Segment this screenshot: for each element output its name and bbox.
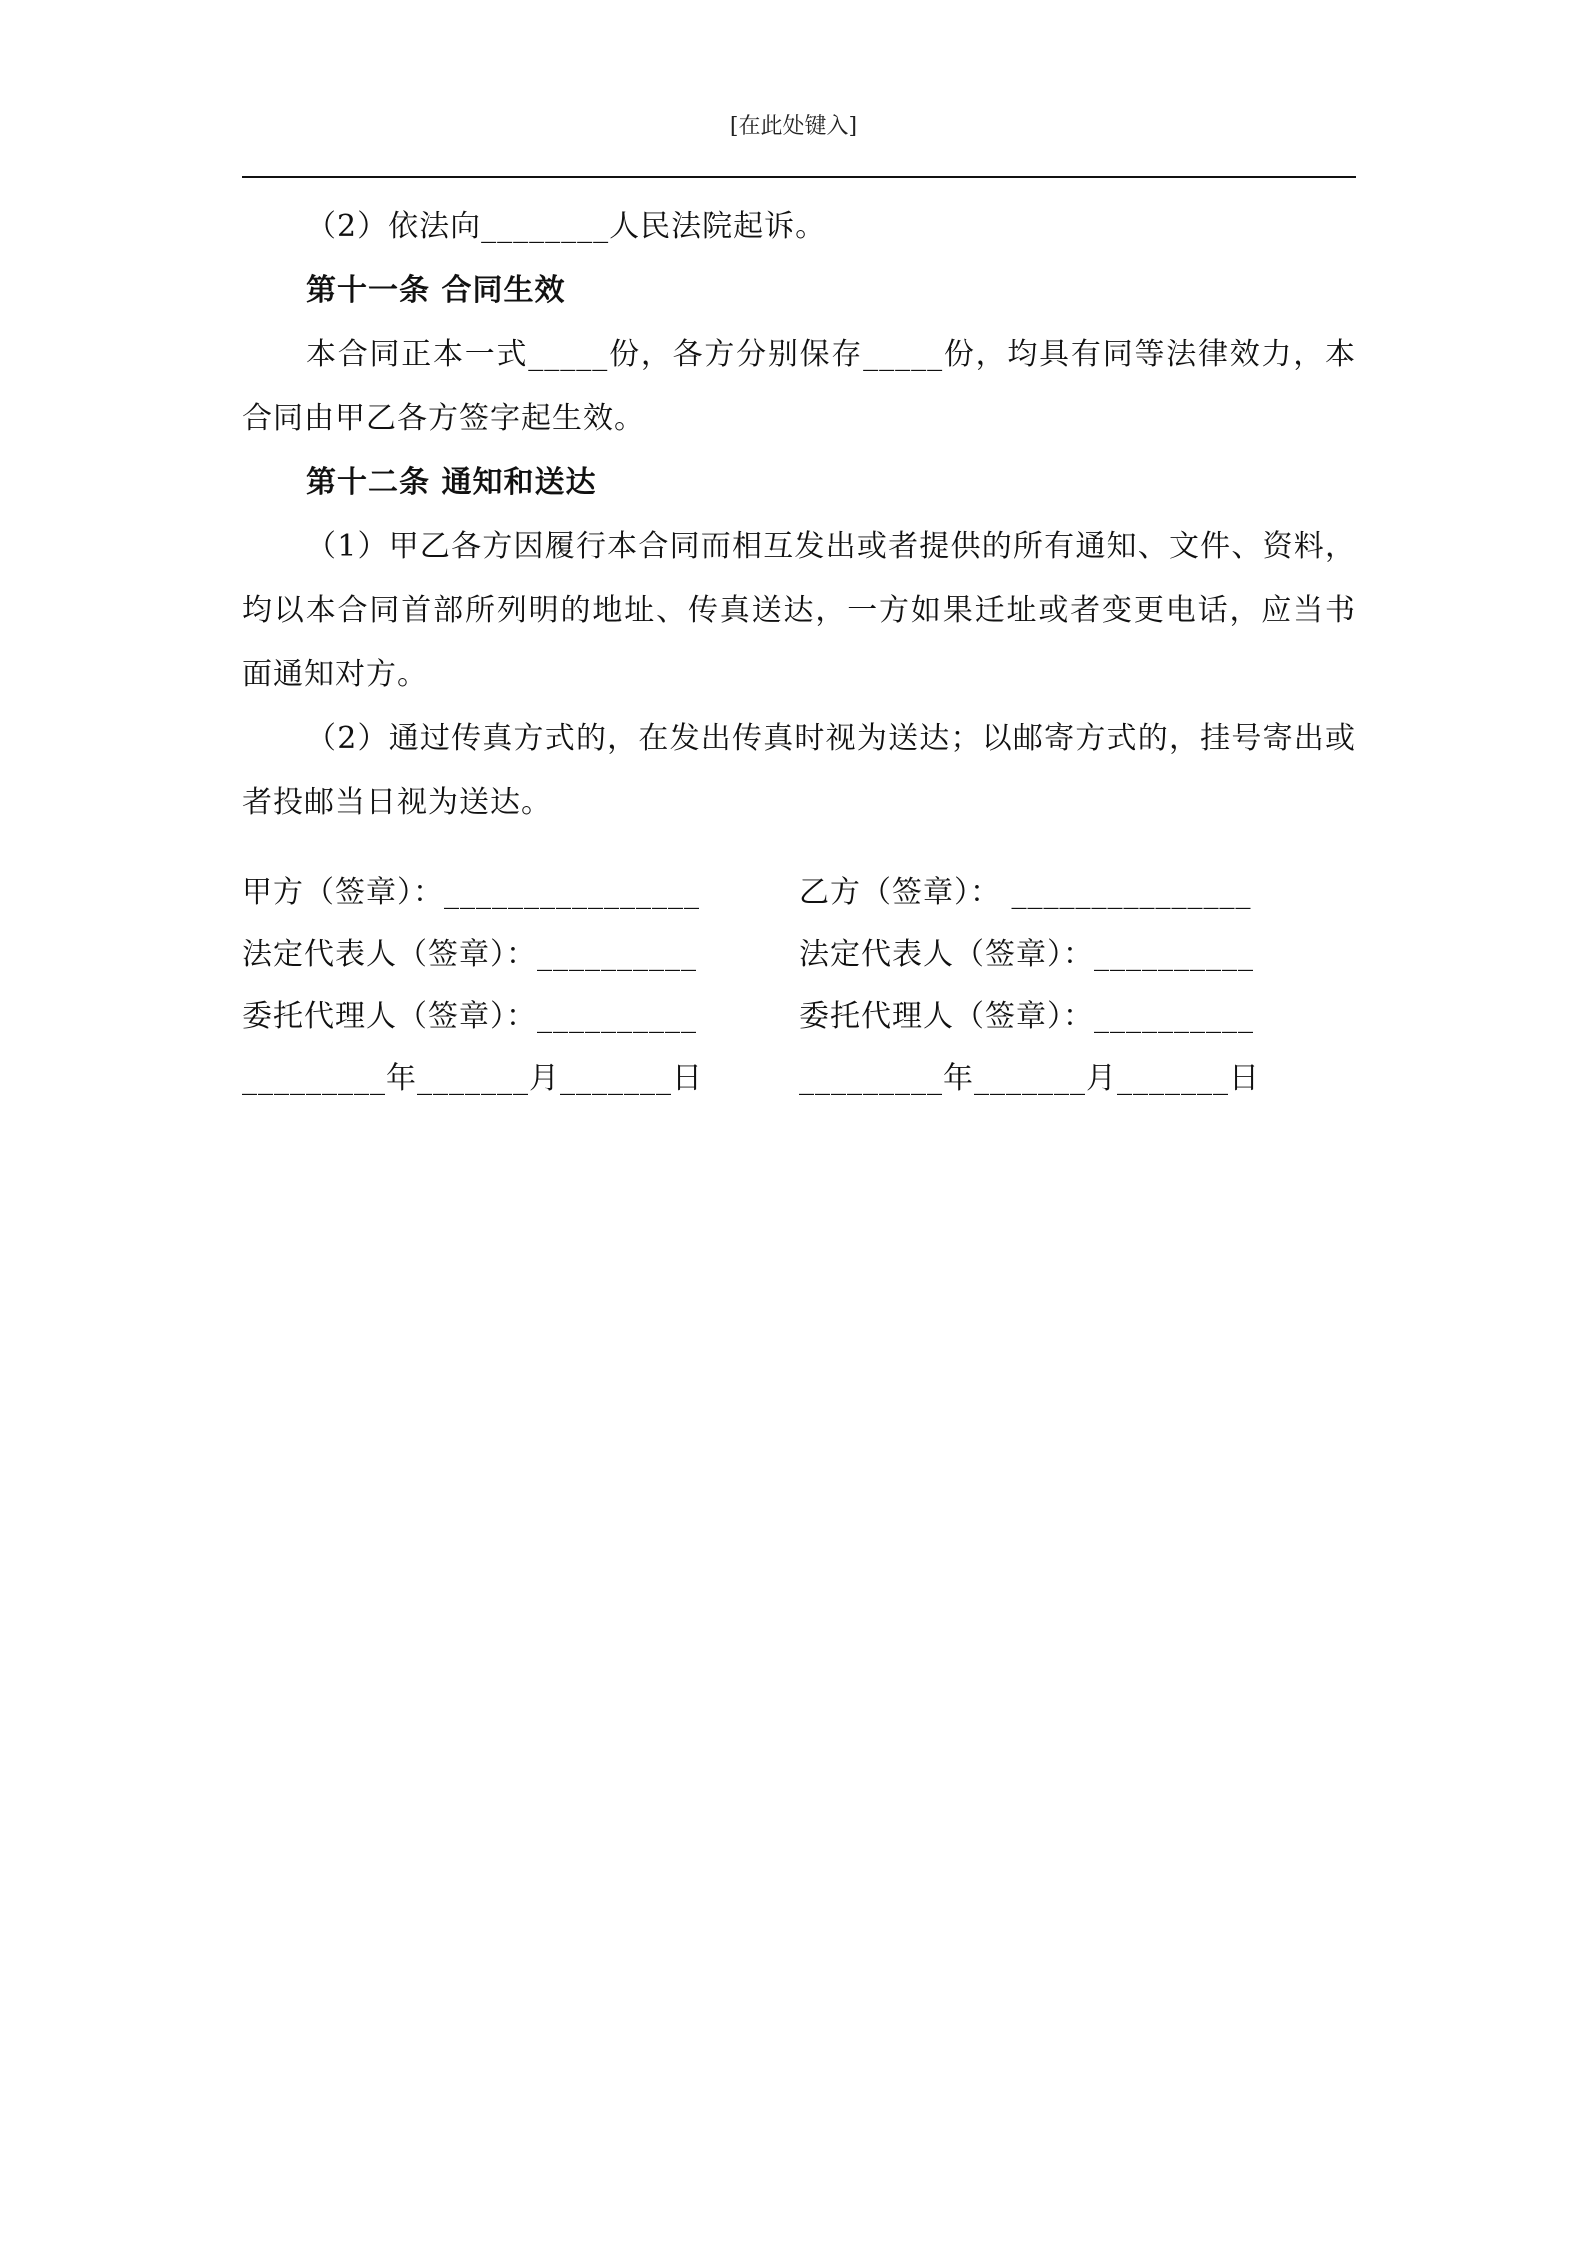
legal-rep-b-signature: 法定代表人（签章）：__________ <box>799 937 1254 972</box>
agent-b-signature: 委托代理人（签章）：__________ <box>799 999 1254 1034</box>
signature-row-legal-rep <box>242 924 1356 986</box>
article-11-heading: 第十一条 合同生效 <box>306 273 566 308</box>
date-b: _________年_______月_______日 <box>799 1061 1260 1096</box>
header-divider <box>242 176 1356 178</box>
signature-block <box>242 862 1356 1110</box>
party-b-signature: 乙方（签章）： _______________ <box>799 875 1252 910</box>
signature-row-party <box>242 862 1356 924</box>
clause-lawsuit-paragraph: （2）依法向________人民法院起诉。 <box>306 209 827 244</box>
signature-row-date <box>242 1048 1356 1110</box>
legal-rep-a-signature: 法定代表人（签章）：__________ <box>242 937 697 972</box>
notice-paragraph-2: （2）通过传真方式的，在发出传真时视为送达；以邮寄方式的，挂号寄出或者投邮当日视为送达。 <box>242 721 1356 820</box>
document-body <box>242 195 1356 835</box>
contract-effect-paragraph: 本合同正本一式_____份，各方分别保存_____份，均具有同等法律效力，本合同由甲乙各方签字起生效。 <box>242 337 1356 436</box>
party-a-signature: 甲方（签章）：________________ <box>242 875 700 910</box>
agent-a-signature: 委托代理人（签章）：__________ <box>242 999 697 1034</box>
page-header: [在此处键入] <box>729 114 858 139</box>
date-a: _________年_______月_______日 <box>242 1061 703 1096</box>
signature-row-agent <box>242 986 1356 1048</box>
notice-paragraph-1: （1）甲乙各方因履行本合同而相互发出或者提供的所有通知、文件、资料，均以本合同首部所列明的地址、传真送达，一方如果迁址或者变更电话，应当书面通知对方。 <box>242 529 1356 692</box>
article-12-heading: 第十二条 通知和送达 <box>306 465 597 500</box>
